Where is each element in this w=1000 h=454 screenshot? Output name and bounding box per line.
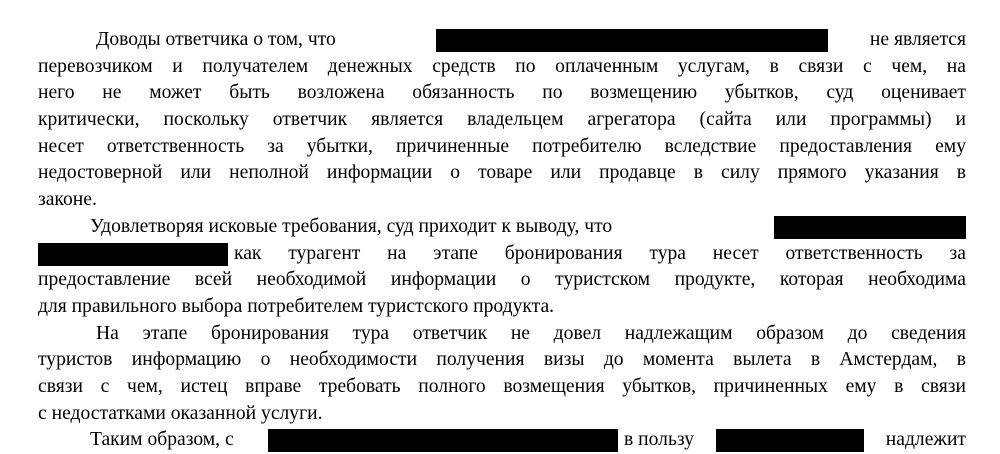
paragraph-3 [38,321,966,428]
p2-line-1 [38,214,966,241]
paragraph-1 [38,27,966,214]
p1-line-3: него не может быть возложена обязанность по возмещению убытков, суд оценивает [38,82,966,104]
p2-line-3: предоставление всей необходимой информации о туристском продукте, которая необходима [38,269,966,291]
p2-line2-text: как турагент на этапе бронирования тура несет ответственность за [234,242,966,264]
p1-line-1 [38,27,966,54]
redacted-block [38,243,228,266]
paragraph-2 [38,214,966,321]
p4-line1-start: Таким образом, с [90,429,234,451]
p2-line-2 [38,241,966,268]
paragraph-4 [38,427,966,454]
p1-line-4: критически, поскольку ответчик является владельцем агрегатора (сайта или программы) и [38,109,966,131]
p4-line1-mid: в пользу [624,429,695,451]
p3-line-3: связи с чем, истец вправе требовать полного возмещения убытков, причиненных ему в связи [38,375,966,397]
p1-line-6: недостоверной или неполной информации о товаре или продавце в силу прямого указания в [38,162,966,184]
document-body [38,27,966,454]
redacted-block [436,29,828,52]
redacted-block [716,429,864,452]
p3-line-2: туристов информацию о необходимости получения визы до момента вылета в Амстердам, в [38,349,966,371]
p2-line-4: для правильного выбора потребителем туристского продукта. [38,295,555,317]
p3-line1-text: На этапе бронирования тура ответчик не довел надлежащим образом до сведения [96,322,966,344]
p3-line-4: с недостатками оказанной услуги. [38,402,323,424]
p4-line-1 [38,427,966,454]
p1-line1-end: не является [869,29,966,50]
redacted-block [774,216,966,239]
p1-line-5: несет ответственность за убытки, причиненные потребителю вследствие предоставления ему [38,135,966,157]
p4-line1-end: надлежит [885,429,966,451]
p1-line-2: перевозчиком и получателем денежных средств по оплаченным услугам, в связи с чем, на [38,55,966,77]
p1-line1-start: Доводы ответчика о том, что [96,29,336,50]
p2-line1-text: Удовлетворяя исковые требования, суд приходит к выводу, что [90,215,613,237]
p3-line-1 [38,321,966,348]
p1-line-7: законе. [38,189,97,211]
redacted-block [268,429,618,452]
